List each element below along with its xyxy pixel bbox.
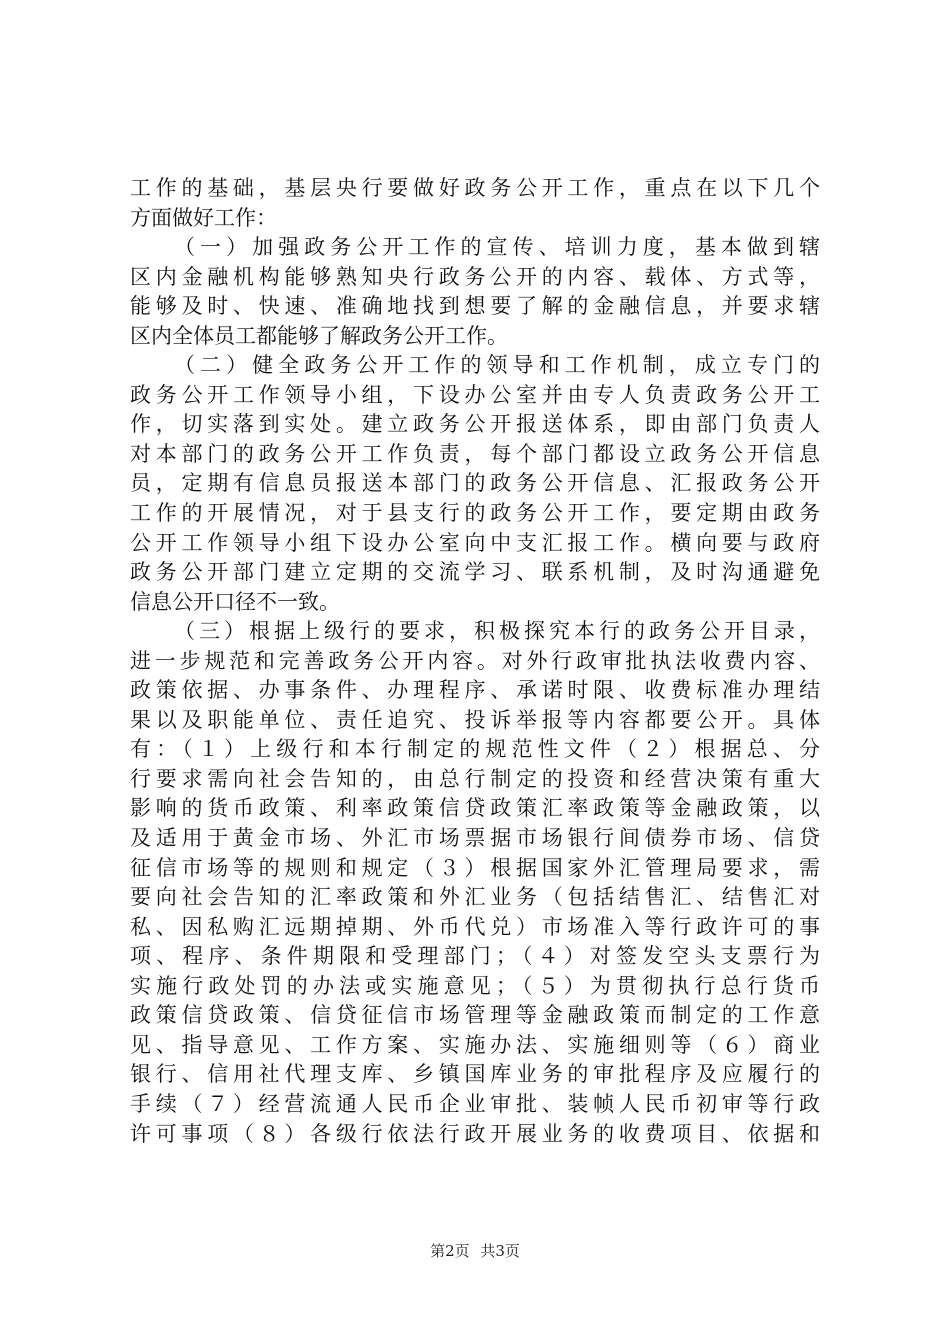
text-line: 果以及职能单位、责任追究、投诉举报等内容都要公开。具体 <box>130 707 820 732</box>
page-number: 第2页 <box>430 1242 470 1260</box>
text-line: 银行、信用社代理支库、乡镇国库业务的审批程序及应履行的 <box>130 1062 820 1087</box>
text-line: 征信市场等的规则和规定（３）根据国家外汇管理局要求，需 <box>130 855 820 880</box>
text-line: 政务公开部门建立定期的交流学习、联系机制，及时沟通避免 <box>130 560 820 585</box>
text-line: 对本部门的政务公开工作负责，每个部门都设立政务公开信息 <box>130 441 820 466</box>
document-body <box>130 174 820 1149</box>
page-footer <box>0 1241 950 1261</box>
text-line: 方面做好工作： <box>130 205 277 230</box>
text-line: 工作的开展情况，对于县支行的政务公开工作，要定期由政务 <box>130 501 820 526</box>
paragraph-first-line: （三）根据上级行的要求，积极探究本行的政务公开目录， <box>174 619 820 644</box>
text-line: 要向社会告知的汇率政策和外汇业务（包括结售汇、结售汇对 <box>130 885 820 910</box>
paragraph-first-line: （一）加强政务公开工作的宣传、培训力度，基本做到辖 <box>174 235 820 260</box>
text-line: 影响的货币政策、利率政策信贷政策汇率政策等金融政策，以 <box>130 796 820 821</box>
text-line: 政务公开工作领导小组，下设办公室并由专人负责政务公开工 <box>130 382 820 407</box>
page-total: 共3页 <box>480 1242 520 1260</box>
text-line: 公开工作领导小组下设办公室向中支汇报工作。横向要与政府 <box>130 530 820 555</box>
text-line: 进一步规范和完善政务公开内容。对外行政审批执法收费内容、 <box>130 648 820 673</box>
text-line: 信息公开口径不一致。 <box>130 589 340 614</box>
text-line: 能够及时、快速、准确地找到想要了解的金融信息，并要求辖 <box>130 294 820 319</box>
text-line: 政策信贷政策、信贷征信市场管理等金融政策而制定的工作意 <box>130 1003 820 1028</box>
text-line: 手续（７）经营流通人民币企业审批、装帧人民币初审等行政 <box>130 1091 820 1116</box>
text-line: 见、指导意见、工作方案、实施办法、实施细则等（６）商业 <box>130 1032 820 1057</box>
text-line: 私、因私购汇远期掉期、外币代兑）市场准入等行政许可的事 <box>130 914 820 939</box>
text-line: 行要求需向社会告知的，由总行制定的投资和经营决策有重大 <box>130 766 820 791</box>
text-line: 作，切实落到实处。建立政务公开报送体系，即由部门负责人 <box>130 412 820 437</box>
text-line: 员，定期有信息员报送本部门的政务公开信息、汇报政务公开 <box>130 471 820 496</box>
text-line: 区内金融机构能够熟知央行政务公开的内容、载体、方式等， <box>130 264 820 289</box>
text-line: 政策依据、办事条件、办理程序、承诺时限、收费标准办理结 <box>130 678 820 703</box>
text-line: 许可事项（８）各级行依法行政开展业务的收费项目、依据和 <box>130 1121 820 1146</box>
text-line: 及适用于黄金市场、外汇市场票据市场银行间债券市场、信贷 <box>130 826 820 851</box>
text-line: 项、程序、条件期限和受理部门；（４）对签发空头支票行为 <box>130 944 820 969</box>
text-line: 实施行政处罚的办法或实施意见；（５）为贯彻执行总行货币 <box>130 973 820 998</box>
text-line: 有：（１）上级行和本行制定的规范性文件（２）根据总、分 <box>130 737 820 762</box>
text-line: 工作的基础，基层央行要做好政务公开工作，重点在以下几个 <box>130 176 820 200</box>
paragraph-first-line: （二）健全政务公开工作的领导和工作机制，成立专门的 <box>174 353 820 378</box>
text-line: 区内全体员工都能够了解政务公开工作。 <box>130 323 508 348</box>
